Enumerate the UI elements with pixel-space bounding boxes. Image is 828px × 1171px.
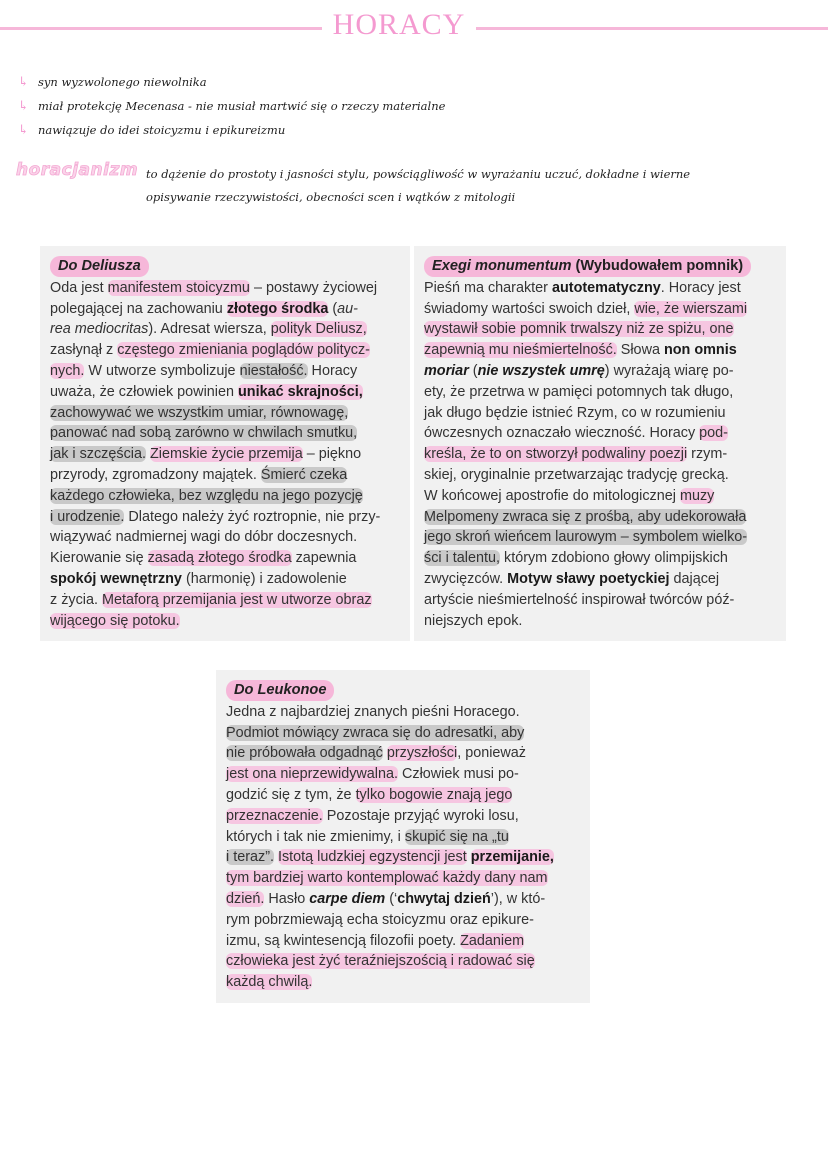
- card-text-line: nie próbowała odgadnąć przyszłości, ponieważ: [226, 745, 527, 762]
- card-text-line: człowieka jest żyć teraźniejszością i radować się: [226, 953, 535, 970]
- card-text-line: izmu, są kwintesencją filozofii poety. Zadaniem: [226, 932, 525, 949]
- card-text-line: jak i szczęścia. Ziemskie życie przemija – piękno: [50, 446, 362, 463]
- list-item: [18, 118, 778, 142]
- title-rule-right: [476, 27, 828, 30]
- card-text-line: rea mediocritas). Adresat wiersza, polityk Deliusz,: [50, 321, 367, 338]
- title-rule-left: [0, 27, 322, 30]
- card-heading: Do Deliusza: [50, 256, 149, 277]
- card-exegi-monumentum: [414, 246, 786, 641]
- card-text-line: Pieśń ma charakter autotematyczny. Horacy jest: [424, 279, 741, 296]
- card-text-line: wijącego się potoku.: [50, 612, 180, 629]
- card-text-line: moriar (nie wszystek umrę) wyrażają wiarę po-: [424, 362, 734, 379]
- arrow-bullet-icon: ↳: [18, 98, 29, 114]
- card-text-line: Jedna z najbardziej znanych pieśni Horacego.: [226, 703, 520, 720]
- card-text-line: panować nad sobą zarówno w chwilach smutku,: [50, 425, 358, 442]
- bullet-text: nawiązuje do idei stoicyzmu i epikureizmu: [38, 123, 286, 137]
- card-text-line: Melpomeny zwraca się z prośbą, aby udekorowała: [424, 508, 747, 525]
- card-text-line: ówczesnych oznaczało wieczność. Horacy pod-: [424, 425, 728, 442]
- card-heading: Do Leukonoe: [226, 680, 334, 701]
- bullet-text: syn wyzwolonego niewolnika: [38, 75, 207, 89]
- card-text-line: dzień. Hasło carpe diem (‘chwytaj dzień’), w któ-: [226, 890, 546, 907]
- card-text-line: polegającej na zachowaniu złotego środka (au-: [50, 300, 358, 317]
- card-text-line: jak długo będzie istnieć Rzym, co w rozumieniu: [424, 404, 726, 421]
- card-text-line: Oda jest manifestem stoicyzmu – postawy życiowej: [50, 279, 378, 296]
- card-text-line: wiązywać nadmiernej wagi do dóbr doczesnych.: [50, 529, 358, 546]
- card-text-line: spokój wewnętrzny (harmonię) i zadowolenie: [50, 570, 347, 587]
- card-body: [424, 278, 778, 632]
- card-text-line: i urodzenie. Dlatego należy żyć roztropnie, nie przy-: [50, 508, 381, 525]
- card-text-line: godzić się z tym, że tylko bogowie znają jego: [226, 786, 513, 803]
- arrow-bullet-icon: ↳: [18, 122, 29, 138]
- card-text-line: z życia. Metaforą przemijania jest w utworze obraz: [50, 591, 372, 608]
- card-text-line: zapewnią mu nieśmiertelność. Słowa non omnis: [424, 342, 737, 359]
- card-text-line: jest ona nieprzewidywalna. Człowiek musi po-: [226, 766, 519, 783]
- card-text-line: przeznaczenie. Pozostaje przyjąć wyroki losu,: [226, 807, 519, 824]
- card-text-line: zachowywać we wszystkim umiar, równowagę,: [50, 404, 349, 421]
- card-text-line: przyrody, zgromadzony majątek. Śmierć czeka: [50, 466, 348, 483]
- card-text-line: artyście nieśmiertelność inspirował twórców póź-: [424, 591, 735, 608]
- arrow-bullet-icon: ↳: [18, 74, 29, 90]
- definition-line: to dążenie do prostoty i jasności stylu, powściągliwość w wyrażaniu uczuć, dokładne i wierne: [146, 167, 691, 181]
- card-text-line: zwycięzców. Motyw sławy poetyckiej dającej: [424, 570, 720, 587]
- card-text-line: uważa, że człowiek powinien unikać skrajności,: [50, 383, 363, 400]
- card-heading: [424, 256, 751, 277]
- card-text-line: każdego człowieka, bez względu na jego pozycję: [50, 487, 363, 504]
- card-text-line: zasłynął z częstego zmieniania poglądów politycz-: [50, 342, 370, 359]
- card-text-line: wystawił sobie pomnik trwalszy niż ze spiżu, one: [424, 321, 734, 338]
- heading-translation: (Wybudowałem pomnik): [575, 258, 744, 274]
- card-text-line: Kierowanie się zasadą złotego środka zapewnia: [50, 550, 357, 567]
- page-title: HORACY: [332, 8, 466, 41]
- list-item: [18, 94, 778, 118]
- card-text-line: tym bardziej warto kontemplować każdy dany nam: [226, 870, 548, 887]
- card-text-line: i teraz”. Istotą ludzkiej egzystencji jest przemijanie,: [226, 849, 554, 866]
- bullet-text: miał protekcję Mecenasa - nie musiał martwić się o rzeczy materialne: [38, 99, 446, 113]
- heading-latin: Exegi monumentum: [432, 258, 572, 274]
- card-text-line: jego skroń wieńcem laurowym – symbolem wielko-: [424, 529, 748, 546]
- card-text-line: niejszych epok.: [424, 612, 523, 629]
- card-text-line: których i tak nie zmienimy, i skupić się na „tu: [226, 828, 509, 845]
- card-text-line: świadomy wartości swoich dzieł, wie, że wierszami: [424, 300, 748, 317]
- card-text-line: skiej, oryginalnie przetwarzając tradycję grecką.: [424, 466, 729, 483]
- card-do-leukonoe: [216, 670, 590, 1003]
- list-item: [18, 70, 778, 94]
- card-text-line: W końcowej apostrofie do mitologicznej muzy: [424, 487, 715, 504]
- card-text-line: Podmiot mówiący zwraca się do adresatki, aby: [226, 724, 525, 741]
- card-do-deliusza: [40, 246, 410, 641]
- card-text-line: ści i talentu, którym zdobiono głowy olimpijskich: [424, 550, 728, 567]
- card-text-line: nych. W utworze symbolizuje niestałość. Horacy: [50, 362, 358, 379]
- definition-line: opisywanie rzeczywistości, obecności scen i wątków z mitologii: [146, 190, 516, 204]
- card-text-line: każdą chwilą.: [226, 974, 313, 991]
- card-body: [226, 702, 582, 993]
- card-body: [50, 278, 402, 632]
- term-word: horacjanizm: [16, 160, 139, 180]
- card-text-line: ety, że przetrwa w pamięci potomnych tak długo,: [424, 383, 734, 400]
- card-text-line: kreśla, że to on stworzył podwaliny poezji rzym-: [424, 446, 728, 463]
- card-text-line: rym pobrzmiewają echa stoicyzmu oraz epikure-: [226, 911, 534, 928]
- term-definition: [146, 163, 786, 209]
- bullet-list: [18, 70, 778, 142]
